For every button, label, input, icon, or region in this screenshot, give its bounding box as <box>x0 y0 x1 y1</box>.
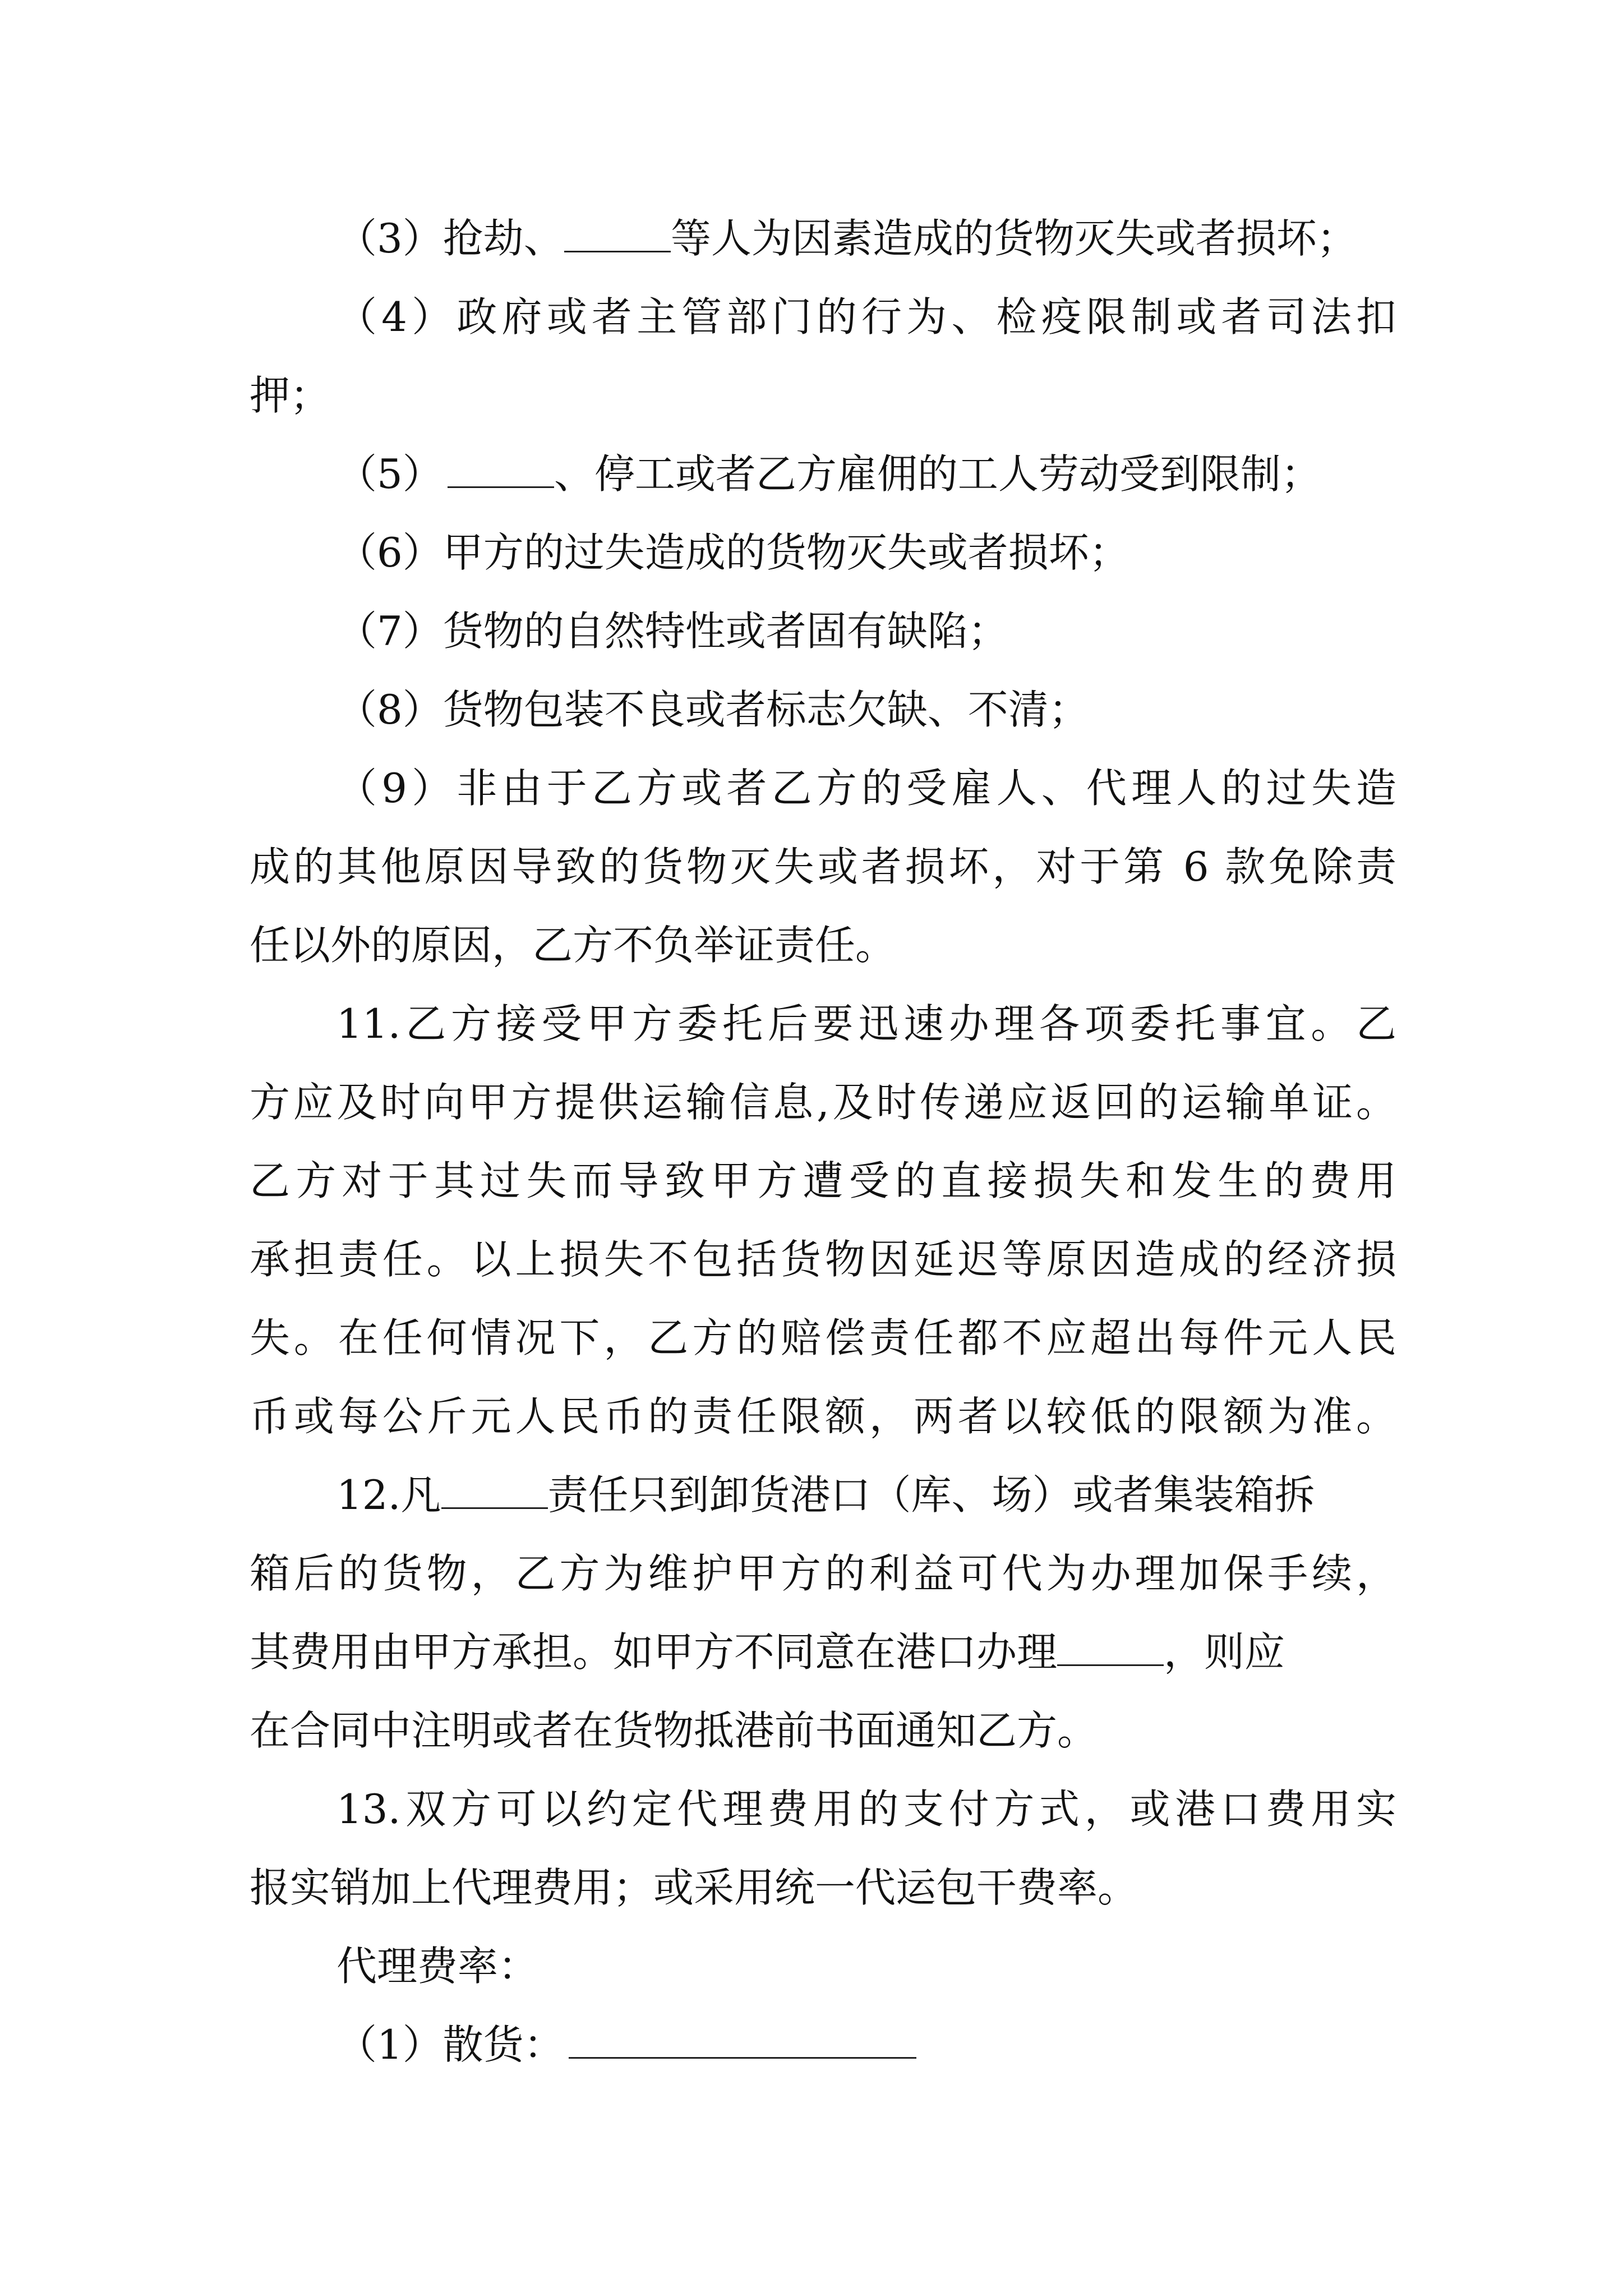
clause-12-line-3-text-b: ，则应 <box>1164 1628 1285 1676</box>
clause-item-9-line-1: （9）非由于乙方或者乙方的受雇人、代理人的过失造 <box>336 765 1396 812</box>
clause-item-6: （6）甲方的过失造成的货物灭失或者损坏； <box>336 529 1129 576</box>
clause-13-line-1: 13.双方可以约定代理费用的支付方式，或港口费用实 <box>336 1786 1396 1833</box>
clause-11-line-6: 币或每公斤元人民币的责任限额，两者以较低的限额为准。 <box>250 1393 1396 1440</box>
fill-blank[interactable] <box>441 1474 548 1509</box>
clause-item-5-text-a: （5） <box>336 450 443 498</box>
clause-12-line-3 <box>250 1621 1396 1683</box>
clause-item-3-text-b: 等人为因素造成的货物灭失或者损坏； <box>670 215 1357 262</box>
clause-item-9-line-2: 成的其他原因导致的货物灭失或者损坏，对于第 6 款免除责 <box>250 843 1396 890</box>
clause-item-3 <box>336 208 1396 269</box>
rate-item-1 <box>336 2014 1396 2076</box>
clause-item-5-text-b: 、停工或者乙方雇佣的工人劳动受到限制； <box>554 450 1321 498</box>
clause-item-4-line-1: （4）政府或者主管部门的行为、检疫限制或者司法扣 <box>336 293 1396 341</box>
fill-blank[interactable] <box>448 453 554 488</box>
clause-item-3-text-a: （3）抢劫、 <box>336 215 564 262</box>
clause-12-line-2: 箱后的货物，乙方为维护甲方的利益可代为办理加保手续， <box>250 1550 1396 1597</box>
clause-11-line-1: 11.乙方接受甲方委托后要迅速办理各项委托事宜。乙 <box>336 1000 1396 1047</box>
clause-item-5 <box>336 443 1396 505</box>
rate-item-1-label: （1）散货： <box>336 2021 564 2068</box>
rate-heading: 代理费率： <box>336 1943 539 1990</box>
fill-blank[interactable] <box>1057 1631 1164 1666</box>
clause-12-line-1 <box>336 1464 1396 1526</box>
fill-blank[interactable] <box>564 217 671 252</box>
clause-13-line-2: 报实销加上代理费用；或采用统一代运包干费率。 <box>250 1864 1138 1911</box>
clause-11-line-2: 方应及时向甲方提供运输信息,及时传递应返回的运输单证。 <box>250 1079 1396 1126</box>
clause-item-4-line-2: 押； <box>250 372 331 419</box>
clause-12-text-a: 12.凡 <box>336 1471 441 1519</box>
clause-11-line-4: 承担责任。以上损失不包括货物因延迟等原因造成的经济损 <box>250 1236 1396 1283</box>
clause-12-line-3-text-a: 其费用由甲方承担。如甲方不同意在港口办理 <box>250 1628 1058 1676</box>
clause-12-text-b: 责任只到卸货港口（库、场）或者集装箱拆 <box>547 1471 1315 1519</box>
clause-item-8: （8）货物包装不良或者标志欠缺、不清； <box>336 686 1089 733</box>
clause-11-line-5: 失。在任何情况下，乙方的赔偿责任都不应超出每件元人民 <box>250 1314 1396 1361</box>
clause-12-line-4: 在合同中注明或者在货物抵港前书面通知乙方。 <box>250 1707 1098 1754</box>
clause-item-7: （7）货物的自然特性或者固有缺陷； <box>336 608 1008 655</box>
clause-11-line-3: 乙方对于其过失而导致甲方遭受的直接损失和发生的费用 <box>250 1157 1396 1204</box>
fill-blank[interactable] <box>569 2023 916 2059</box>
clause-item-9-line-3: 任以外的原因，乙方不负举证责任。 <box>250 922 896 969</box>
